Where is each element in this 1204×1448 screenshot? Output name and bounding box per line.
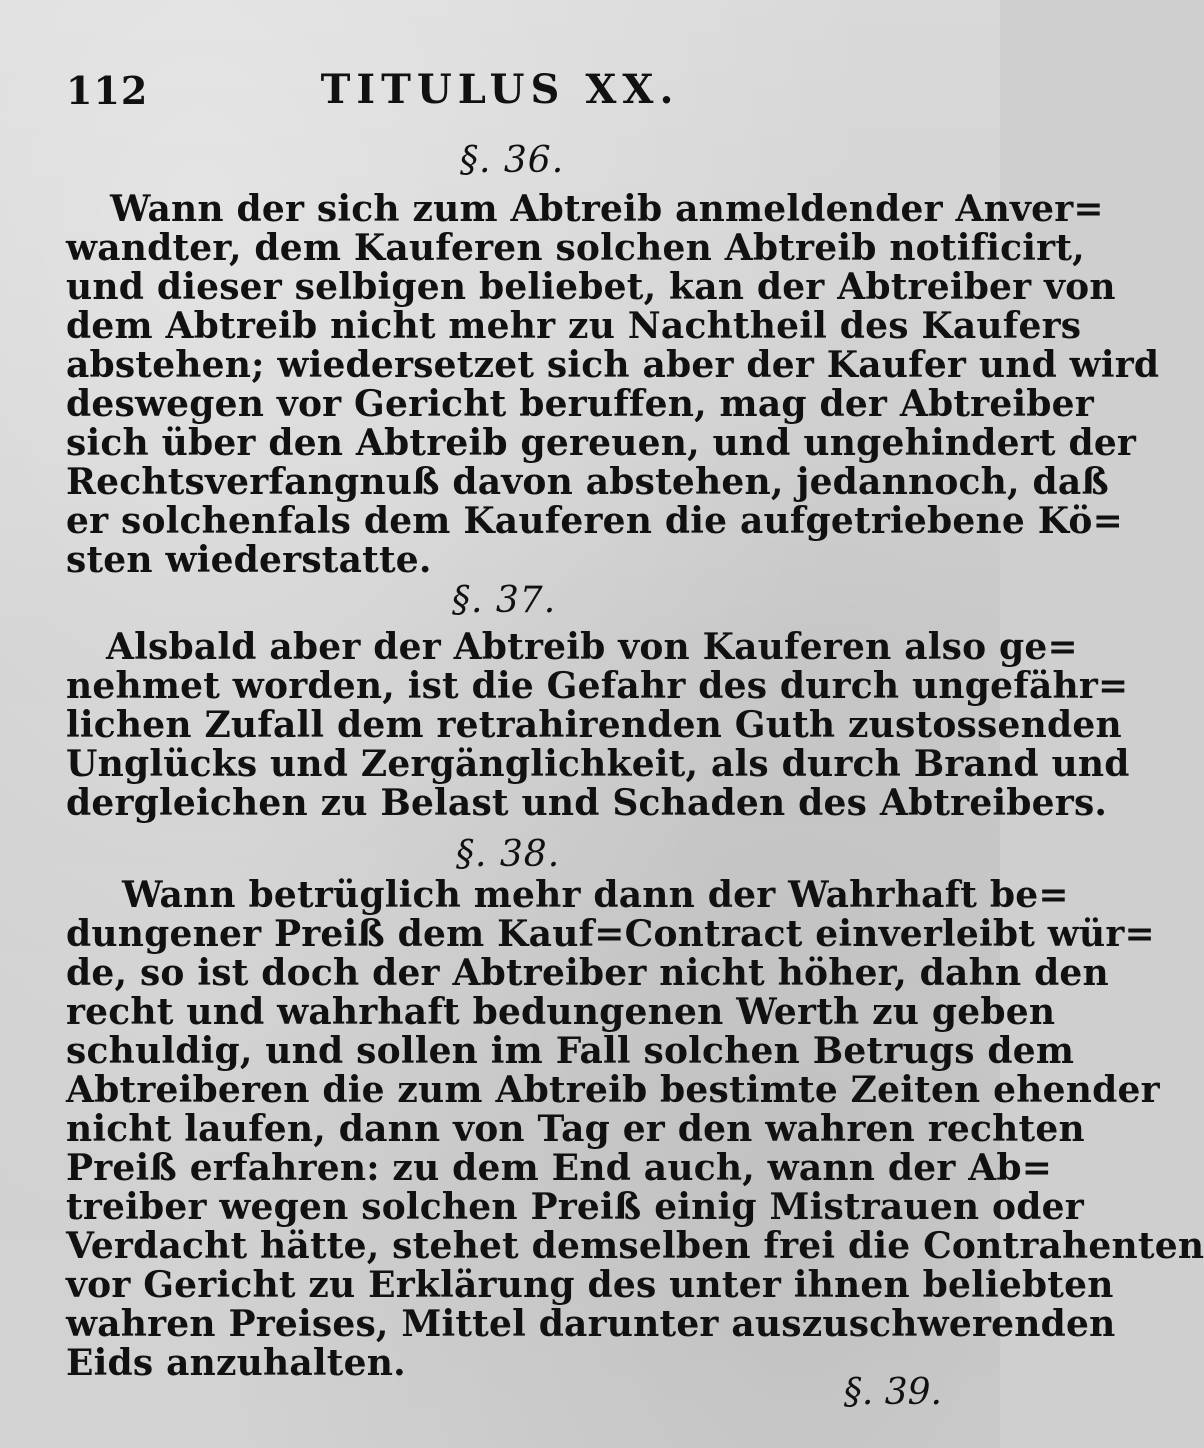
text-line: dem Abtreib nicht mehr zu Nachtheil des Kaufers — [66, 305, 1082, 347]
text-line: Wann betrüglich mehr dann der Wahrhaft be= — [122, 874, 1069, 916]
text-line: abstehen; wiedersetzet sich aber der Kaufer und wird — [66, 344, 1160, 386]
text-line: Wann der sich zum Abtreib anmeldender Anver= — [110, 188, 1104, 230]
text-line: Unglücks und Zergänglichkeit, als durch Brand und — [66, 743, 1130, 785]
text-line: Alsbald aber der Abtreib von Kauferen also ge= — [106, 626, 1078, 668]
running-title: TITULUS XX. — [320, 66, 680, 113]
text-line: Abtreiberen die zum Abtreib bestimte Zeiten ehender — [66, 1069, 1160, 1111]
section-mark-36: §. 36. — [460, 140, 565, 181]
text-line: dergleichen zu Belast und Schaden des Abtreibers. — [66, 782, 1108, 824]
text-line: dungener Preiß dem Kauf=Contract einverleibt wür= — [66, 913, 1155, 955]
text-line: deswegen vor Gericht beruffen, mag der Abtreiber — [66, 383, 1094, 425]
text-line: er solchenfals dem Kauferen die aufgetriebene Kö= — [66, 500, 1123, 542]
text-line: nicht laufen, dann von Tag er den wahren rechten — [66, 1108, 1085, 1150]
text-line: und dieser selbigen beliebet, kan der Abtreiber von — [66, 266, 1116, 308]
text-line: recht und wahrhaft bedungenen Werth zu geben — [66, 991, 1056, 1033]
catchword: §. 39. — [843, 1372, 942, 1413]
text-line: Rechtsverfangnuß davon abstehen, jedannoch, daß — [66, 461, 1109, 503]
text-line: lichen Zufall dem retrahirenden Guth zustossenden — [66, 704, 1122, 746]
section-mark-38: §. 38. — [456, 834, 561, 875]
text-line: wandter, dem Kauferen solchen Abtreib notificirt, — [66, 227, 1085, 269]
text-line: Verdacht hätte, stehet demselben frei die Contrahenten — [66, 1225, 1204, 1267]
paragraph-38 — [66, 874, 1204, 1384]
text-line: wahren Preises, Mittel darunter auszuschwerenden — [66, 1303, 1116, 1345]
text-line: treiber wegen solchen Preiß einig Mistrauen oder — [66, 1186, 1084, 1228]
text-line: schuldig, und sollen im Fall solchen Betrugs dem — [66, 1030, 1075, 1072]
text-line: sich über den Abtreib gereuen, und ungehindert der — [66, 422, 1137, 464]
text-line: vor Gericht zu Erklärung des unter ihnen beliebten — [66, 1264, 1114, 1306]
text-line: sten wiederstatte. — [66, 539, 432, 581]
text-line: nehmet worden, ist die Gefahr des durch ungefähr= — [66, 665, 1129, 707]
page-number: 112 — [66, 68, 149, 113]
section-mark-37: §. 37. — [452, 580, 557, 621]
text-line: Eids anzuhalten. — [66, 1342, 406, 1384]
paragraph-36 — [66, 188, 1160, 581]
text-line: Preiß erfahren: zu dem End auch, wann der Ab= — [66, 1147, 1053, 1189]
text-line: de, so ist doch der Abtreiber nicht höher, dahn den — [66, 952, 1109, 994]
paragraph-37 — [66, 626, 1130, 824]
